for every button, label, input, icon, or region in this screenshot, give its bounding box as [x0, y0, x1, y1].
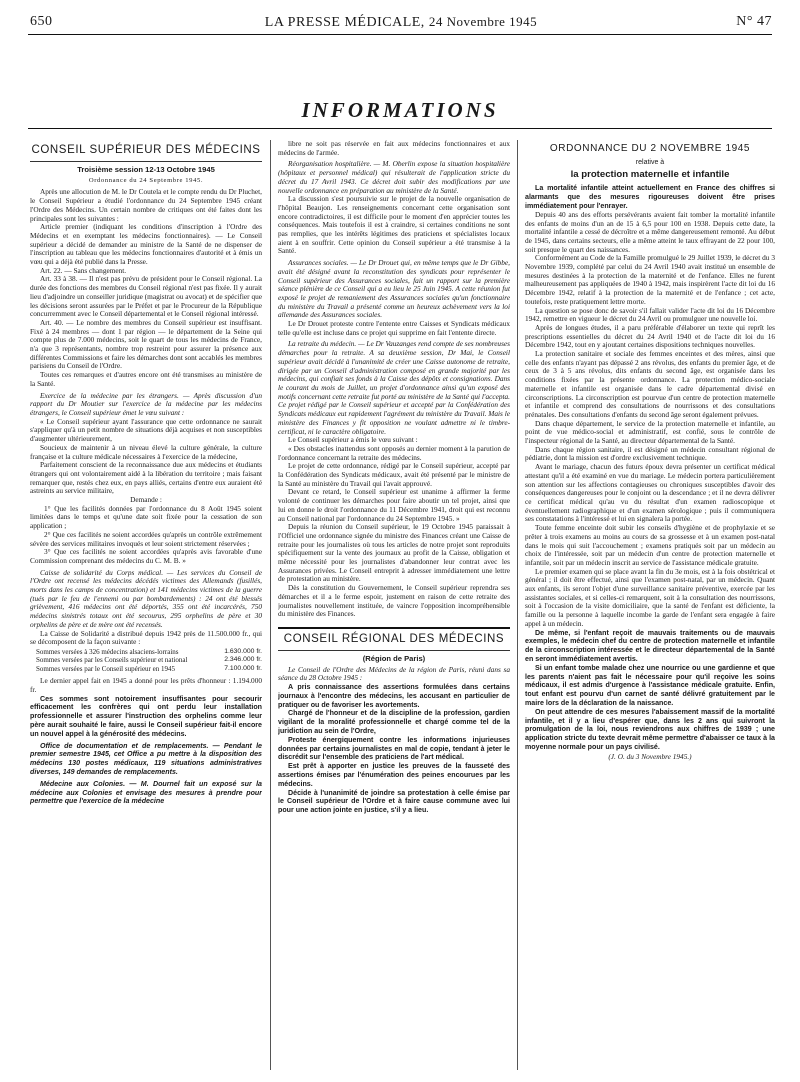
paragraph: Avant le mariage, chacun des futurs époux devra présenter un certificat médical attestant qu'il a été examiné en vue du mariage. Le médecin portera particulièrement son attention sur les affections contagieuses ou chroniques susceptibles d'avoir des conséquences dangereuses pour le conjoint ou la descendance ; et il ne devra délivrer ce certificat médical qu'au vu du résultat d'un examen radioscopique et éventuellement radiographique et d'un examen sérologique ; puis il communiquera ses constatations à l'intéressé et lui en signalera la portée. — [525, 462, 775, 524]
sum-label: Sommes versées par les Conseils supérieur et national — [36, 656, 188, 665]
table-row — [30, 656, 262, 664]
paragraph: Le premier examen qui se place avant la fin du 3e mois, est à la fois obstétrical et général ; il doit être effectué, ainsi que l'examen post-natal, par un médecin. Quant aux enfants, ils seront l'objet d'une surveillance sanitaire préventive, exercée par les assistantes sociales, et si celles-ci remarquent, soit à la consultation des nourrissons, soit à l'occasion de la visite domiciliaire, que la santé de l'enfant est déficiente, la famille ou la personne à laquelle incombe la garde de l'enfant sera engagée à faire appel à un médecin. — [525, 566, 775, 628]
paragraph: La mortalité infantile atteint actuellement en France des chiffres si alarmants que des mesures rigoureuses doivent être prises immédiatement pour l'enrayer. — [525, 184, 775, 210]
sum-label: Sommes versées par le Conseil supérieur en 1945 — [36, 664, 175, 673]
paragraph: Office de documentation et de remplacements. — Pendant le premier semestre 1945, cet Office a pu mettre à la disposition des médecins 130 postes médicaux, 119 situations administratives diverses, 149 demandes de remplacements. — [30, 741, 262, 776]
column-divider — [517, 140, 518, 1070]
paragraph: La Caisse de Solidarité a distribué depuis 1942 près de 11.500.000 fr., qui se décomposent de la façon suivante : — [30, 628, 262, 647]
paragraph: Le Dr Drouet proteste contre l'entente entre Caisses et Syndicats médicaux telle qu'elle est incluse dans ce projet qui supprime en fait l'entente directe. — [278, 319, 510, 337]
paragraph: Depuis la réunion du Conseil supérieur, le 19 Octobre 1945 paraissait à l'Officiel une ordonnance signée du ministre des Finances créant une Caisse de retraite pour les journalistes où tous les articles de notre projet sont reproduits spécifiquement sur la vente des journaux au profit de la Caisse, obligation et même nécessité pour les journalistes d'abandonner leur contrat avec les Assurances privées. Le Conseil entreprit à adresser immédiatement une lettre de protestation au ministère. — [278, 522, 510, 584]
paragraph: Toutes ces remarques et d'autres encore ont été transmises au ministère de la Santé. — [30, 370, 262, 388]
paragraph: Est prêt à apporter en justice les preuves de la fausseté des assertions émises par l'énumération des peines encourues par les médecins. — [278, 762, 510, 788]
paragraph: Le projet de cette ordonnance, rédigé par le Conseil supérieur, accepté par la Confédération des Syndicats médicaux, avait été présenté par le ministre de la Santé au ministère du Travail qui l'avait approuvé. — [278, 461, 510, 488]
paragraph: Depuis 40 ans des efforts persévérants avaient fait tomber la mortalité infantile des enfants de moins d'un an de 15 à 6,5 pour 100 en 1938. Depuis cette date, la mortalité infantile a cessé de décroître et a même dangereusement remonté. Au début de 1945, dans certains secteurs, elle a même atteint le taux effrayant de 22 pour 100, soit presque le quart des naissances. — [525, 209, 775, 254]
article-title: CONSEIL SUPÉRIEUR DES MÉDECINS — [31, 144, 261, 156]
sum-amount: 7.100.000 fr. — [224, 664, 262, 672]
source-note: (J. O. du 3 Novembre 1945.) — [608, 751, 692, 761]
sum-amount: 2.346.000 fr. — [224, 656, 262, 664]
paragraph: La question se pose donc de savoir s'il fallait valider l'acte dit loi du 16 Décembre 1942, remettre en vigueur le décret du 24 Avril ou promulguer une nouvelle loi. — [525, 305, 775, 324]
column-1 — [30, 140, 262, 1070]
paragraph: Décide à l'unanimité de joindre sa protestation à celle émise par le Conseil supérieur de l'Ordre et à faire cause commune avec lui pour une action jointe en justice, s'il y a lieu. — [278, 788, 510, 815]
issue-number: N° 47 — [736, 14, 772, 29]
paragraph: 3° Que ces facilités ne soient accordées qu'après avis favorable d'une Commission comprenant des médecins du C. M. B. » — [30, 547, 262, 565]
sums-table — [30, 648, 262, 673]
paragraph: Réorganisation hospitalière. — M. Oberlin expose la situation hospitalière (hôpitaux et personnel médical) qui résulterait de l'application stricte du décret du 17 Avril 1943. Ce décret doit subir des modifications par une nouvelle ordonnance en préparation au ministère de la Santé. — [278, 159, 510, 195]
article-subtitle: la protection maternelle et infantile — [570, 168, 730, 180]
paragraph: « Des obstacles inattendus sont opposés au dernier moment à la parution de l'ordonnance concernant la retraite des médecins. — [278, 443, 510, 462]
paragraph: La retraite du médecin. — Le Dr Vauzanges rend compte de ses nombreuses démarches pour la retraite. A sa deuxième session, Dr Mai, le Conseil supérieur avait décidé à l'unanimité de créer une Caisse autonome de retraite, dirigée par un Conseil d'administration composé en grande majorité par les médecins, qui confiait ses fonds à la Caisse des dépôts et consignations. Dans le courant du mois de Juillet, un projet d'ordonnance ainsi qu'un exposé des motifs concernant cette retraite fut porté au ministère de la Santé qui l'accepta. Ce projet rédigé par le Conseil supérieur et accepté par la Confédération des Syndicats médicaux eut rapidement l'agrément du ministère du Travail. Mais le ministère des Finances y fit opposition ne voulant admettre ni le timbre-certificat, ni le caractère obligatoire. — [278, 339, 510, 436]
paragraph: 2° Que ces facilités ne soient accordées qu'après un contrôle extrêmement sévère des services militaires invoqués et leur soient strictement réservées ; — [30, 529, 262, 548]
paragraph: La discussion s'est poursuivie sur le projet de la nouvelle organisation de l'hôpital Beaujon. Les renseignements concernant cette organisation sont encore contradictoires, il est difficile pour le moment d'en apprécier toutes les conséquences. Mais toutefois il est à craindre, si certaines conditions ne sont pas remplies, que les intérêts légitimes des praticiens et spécialistes locaux aient à en souffrir. Cette opinion du Conseil supérieur a été transmise à la Santé. — [278, 194, 510, 256]
paragraph: Dès la constitution du Gouvernement, le Conseil supérieur reprendra ses démarches et il a le ferme espoir, justement en raison de cette retraite des journalistes nouvellement instituée, de vaincre l'opposition incompréhensible du ministère des Finances. — [278, 583, 510, 619]
paragraph: Art. 40. — Le nombre des membres du Conseil supérieur est insuffisant. Fixé à 24 membres — dont 1 par région — le département de la Seine qui compte plus de 7.000 médecins, soit le quart de tous les médecins de France, n'a que 3 représentants, nombre trop restreint pour assurer la présence aux différentes Commissions et faire les démarches dont sont accablés les membres parisiens du Conseil de l'Ordre. — [30, 317, 262, 371]
paragraph: A pris connaissance des assertions formulées dans certains journaux à l'encontre des médecins, les accusant en particulier de pratiquer ou de favoriser les avortements. — [278, 683, 510, 709]
column-2 — [278, 140, 510, 1070]
section-rule — [28, 128, 772, 129]
paragraph: Médecine aux Colonies. — M. Dournel fait un exposé sur la médecine aux Colonies et envisage des mesures à prendre pour permettre que l'exercice de la médecine — [30, 779, 262, 806]
paragraph: Le Conseil supérieur a émis le vœu suivant : — [288, 435, 418, 445]
session-heading: Troisième session 12-13 Octobre 1945 — [77, 165, 215, 174]
paragraph: Parfaitement conscient de la reconnaissance due aux médecins et étudiants étrangers qui ont volontairement aidé à la libération du territoire ; mais faisant remarquer que, restés chez eux, en pays alliés, certains d'entre eux auraient été astreints au service militaire, — [30, 460, 262, 496]
paragraph: Article premier (indiquant les conditions d'inscription à l'Ordre des Médecins et en exemptant les médecins fonctionnaires). — Le Conseil supérieur a décidé de demander au ministre de la Santé de ne dispenser de l'inscription au tableau que les médecins fonctionnaires d'autorité et à émis un vœu qui a déjà été publié dans la Presse. — [30, 222, 262, 267]
column-divider — [270, 140, 271, 1070]
section-title: INFORMATIONS — [301, 98, 499, 122]
paragraph: La protection sanitaire et sociale des femmes enceintes et des mères, ainsi que celle des enfants n'ayant pas dépassé 2 ans révolus, des enfants du premier âge, et de ceux de 3 à 5 ans révolus, dits enfants du second âge, est organisée dans les conditions fixées par la présente ordonnance. La protection médico-sociale maternelle et infantile est organisée dans le cadre départemental divisé en circonscriptions. La circonscription est pourvue d'un centre de protection maternelle et infantile et comprend des consultations de nourrissons et des consultations prénatales. Des consultations d'enfants du second âge seront également prévues. — [525, 349, 775, 419]
paragraph: Dans chaque département, le service de la protection maternelle et infantile, au point de vue médico-social et administratif, est confié, sous le contrôle de l'inspecteur régional de la Santé, au directeur départemental de la Santé. — [525, 418, 775, 446]
paragraph: Ces sommes sont notoirement insuffisantes pour secourir efficacement les confrères qui ont perdu leur installation professionnelle et assurer l'instruction des orphelins comme leur père aurait souhaité le faire, aussi le Conseil supérieur fait-il encore un nouvel appel à la générosité des médecins. — [30, 694, 262, 738]
paragraph: Après une allocution de M. le Dr Coutela et le compte rendu du Dr Pluchet, le Conseil Supérieur a étudié l'ordonnance du 24 Septembre 1945 créant l'Ordre des Médecins. Un certain nombre de critiques ont été faites dont les principales sont les suivantes : — [30, 187, 262, 223]
paragraph: Après de longues études, il a paru préférable d'élaborer un texte qui reprît les prescriptions essentielles du décret du 24 Avril 1940 et de l'acte dit loi du 16 Décembre 1942, tout en y ajoutant certaines dispositions techniques nouvelles. — [525, 322, 775, 350]
article-title: ORDONNANCE DU 2 NOVEMBRE 1945 — [549, 143, 751, 154]
paragraph: Assurances sociales. — Le Dr Drouet qui, en même temps que le Dr Gibbe, avait été désigné avant la reconstitution des syndicats pour représenter le Conseil supérieur des Assurances sociales, fait un rapport sur la première séance plénière de ce Conseil qui a eu lieu le 25 Juin 1945. A cette réunion fut exposé le projet de remaniement des Assurances sociales qu'un fonctionnaire du ministère du Travail a présenté comme un heureux achèvement vers la loi allemande des Assurances sociales. — [278, 258, 510, 320]
paragraph: Demande : — [130, 495, 162, 505]
paragraph: Art. 22. — Sans changement. — [40, 265, 127, 275]
ordinance-heading: Ordonnance du 24 Septembre 1945. — [88, 176, 204, 184]
column-3 — [525, 140, 775, 1070]
region-heading: (Région de Paris) — [362, 653, 426, 663]
paragraph: Toute femme enceinte doit subir les conseils d'hygiène et de prophylaxie et se prêter à trois examens au moins au cours de sa grossesse et à un examen post-natal dans le mois qui suit l'accouchement ; examens pratiqués soit par un médecin au choix de l'intéressée, soit par un médecin d'un centre de protection maternelle et infantile, soit par un médecin inscrit au service de l'assistance médicale gratuite. — [525, 523, 775, 567]
title-rule — [278, 650, 510, 651]
page-number: 650 — [30, 14, 53, 29]
publication-title: LA PRESSE MÉDICALE, — [264, 15, 425, 30]
paragraph: 1° Que les facilités données par l'ordonnance du 8 Août 1945 soient limitées dans le temps et qu'une date soit fixée pour la cessation de son application ; — [30, 503, 262, 531]
title-rule — [30, 161, 262, 162]
table-row — [30, 665, 262, 673]
sum-label: Sommes versées à 326 médecins alsaciens-lorrains — [36, 647, 179, 656]
article-rule — [278, 627, 510, 629]
paragraph: libre ne soit pas réservée en fait aux médecins fonctionnaires et aux médecins de l'armée. — [278, 140, 510, 157]
paragraph: Le dernier appel fait en 1945 a donné pour les prêts d'honneur : 1.194.000 fr. — [30, 676, 262, 694]
article-title: CONSEIL RÉGIONAL DES MÉDECINS — [283, 632, 505, 645]
paragraph: De même, si l'enfant reçoit de mauvais traitements ou de mauvais exemples, le médecin chef du centre de protection maternelle et infantile de la circonscription intéressée et le directeur départemental de la Santé en seront immédiatement avertis. — [525, 628, 775, 663]
paragraph: « Le Conseil supérieur ayant l'assurance que cette ordonnance ne saurait s'appliquer qu'à un petit nombre de situations déjà acquises et non susceptibles d'augmenter ultérieurement, — [30, 416, 262, 444]
publication-date: 24 Novembre 1945 — [428, 14, 538, 29]
paragraph: Caisse de solidarité du Corps médical. — Les services du Conseil de l'Ordre ont recensé les médecins décédés victimes des Allemands (fusillés, morts dans les camps de concentration) et 141 médecins victimes de la guerre (tués par le feu de l'ennemi ou par bombardements) : 24 ont été blessés grièvement, 416 médecins ont été déportés, 355 ont été incarcérés, 750 médecins sinistrés totaux ont été secourus, 295 orphelins de père et 30 orphelins de père et de mère ont été recensés. — [30, 567, 262, 629]
paragraph: Devant ce retard, le Conseil supérieur est unanime à affirmer la ferme volonté de continuer les démarches pour faire aboutir un tel projet, ainsi que lui en donne le droit l'ordonnance du 11 Décembre 1941, droit qui est reconnu au Conseil national par l'ordonnance du 24 Septembre 1945. » — [278, 487, 510, 523]
running-header — [30, 14, 772, 32]
paragraph: Chargé de l'honneur et de la discipline de la profession, gardien vigilant de la moralité professionnelle et chargé comme tel de la juridiction au sein de l'Ordre, — [278, 709, 510, 736]
sum-amount: 1.630.000 fr. — [224, 647, 262, 655]
header-rule — [28, 34, 772, 35]
paragraph: Proteste énergiquement contre les informations injurieuses données par certains journalistes en mal de copie, tendant à jeter le discrédit sur l'ensemble des praticiens de l'art médical. — [278, 735, 510, 762]
paragraph: Exercice de la médecine par les étrangers. — Après discussion d'un rapport du Dr Moutier sur l'exercice de la médecine par les médecins étrangers, le Conseil supérieur émet le vœu suivant : — [30, 390, 262, 417]
paragraph: On peut attendre de ces mesures l'abaissement massif de la mortalité infantile, et il y a lieu d'espérer que, dans les 2 ans qui suivront la promulgation de la loi, nous reviendrons aux chiffres de 1939 ; une application stricte du texte devrait même permettre d'abaisser ce taux à la moyenne normale pour un pays civilisé. — [525, 707, 775, 751]
paragraph: Dans chaque région sanitaire, il est désigné un médecin consultant régional de pédiatrie, dont la mission est d'ordre exclusivement technique. — [525, 444, 775, 463]
paragraph: Art. 33 à 38. — Il n'est pas prévu de président pour le Conseil régional. La durée des fonctions des membres du Conseil régional n'est pas fixée. Il y aurait lieu d'adjoindre un conseiller juridique (magistrat ou avocat) et de spécifier que les décisions seront assurées par le Préfet et par le Procureur de la République concurremment avec le Conseil départemental et le Conseil régional intéressé. — [30, 274, 262, 319]
paragraph: Si un enfant tombe malade chez une nourrice ou une gardienne et que les parents n'aient pas fait le nécessaire pour qu'il reçoive les soins médicaux, il est admis d'urgence à l'assistance médicale gratuite. Enfin, tout enfant est pourvu d'un carnet de santé délivré gratuitement par le maire lors de la déclaration de la naissance. — [525, 663, 775, 707]
paragraph: Conformément au Code de la Famille promulgué le 29 Juillet 1939, le décret du 3 Novembre 1939, complété par celui du 24 Avril 1940 avait institué un ensemble de mesures destinées à la protection de la maternité et de l'enfance. Elles ne furent malheureusement pas appliquées de 1940 à 1942, mais inspirèrent l'acte dit loi du 16 Décembre 1942, relatif à la protection de la maternité et de l'enfance ; cet acte, toutefois, reste pratiquement lettre morte. — [525, 253, 775, 306]
paragraph: Le Conseil de l'Ordre des Médecins de la région de Paris, réuni dans sa séance du 28 Octobre 1945 : — [278, 664, 510, 683]
article-subtitle-relative: relative à — [635, 159, 665, 166]
paragraph: Soucieux de maintenir à un niveau élevé la culture générale, la culture française et la culture médicale nécessaires à l'exercice de la médecine, — [30, 442, 262, 461]
publication-line — [30, 14, 772, 31]
table-row — [30, 648, 262, 656]
